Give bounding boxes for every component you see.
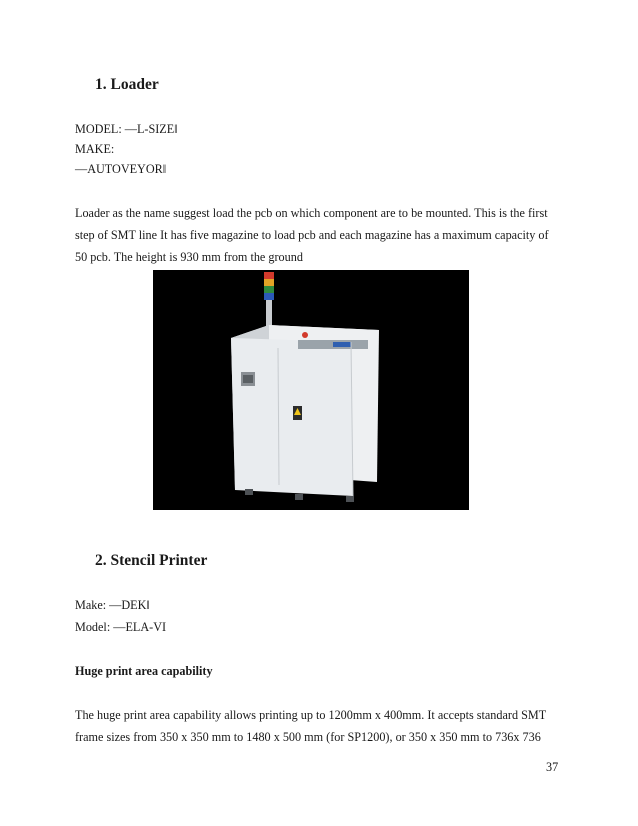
loader-paragraph-line-2: step of SMT line It has five magazine to load pcb and each magazine has a maximum capacity of [75,228,549,242]
section-heading-loader: 1. Loader [95,76,159,93]
page-number: 37 [546,760,559,774]
stencil-paragraph-line-2: frame sizes from 350 x 350 mm to 1480 x 500 mm (for SP1200), or 350 x 350 mm to 736x 736 [75,730,541,744]
subheading-huge-print-area: Huge print area capability [75,664,213,678]
make-value-line: ―AUTOVEYOR‖ [75,162,167,176]
loader-machine-image [153,270,469,510]
make-line: MAKE: [75,142,115,156]
stencil-make-line: Make: ―DEK‖ [75,598,150,612]
loader-machine-illustration [153,270,469,510]
section-heading-stencil-printer: 2. Stencil Printer [95,552,208,569]
loader-paragraph-line-1: Loader as the name suggest load the pcb on which component are to be mounted. This is the first [75,206,548,220]
loader-paragraph-line-3: 50 pcb. The height is 930 mm from the ground [75,250,303,264]
stencil-model-line: Model: ―ELA-VI [75,620,167,634]
stencil-paragraph-line-1: The huge print area capability allows printing up to 1200mm x 400mm. It accepts standard SMT [75,708,547,722]
model-line: MODEL: ―L-SIZE‖ [75,122,178,136]
